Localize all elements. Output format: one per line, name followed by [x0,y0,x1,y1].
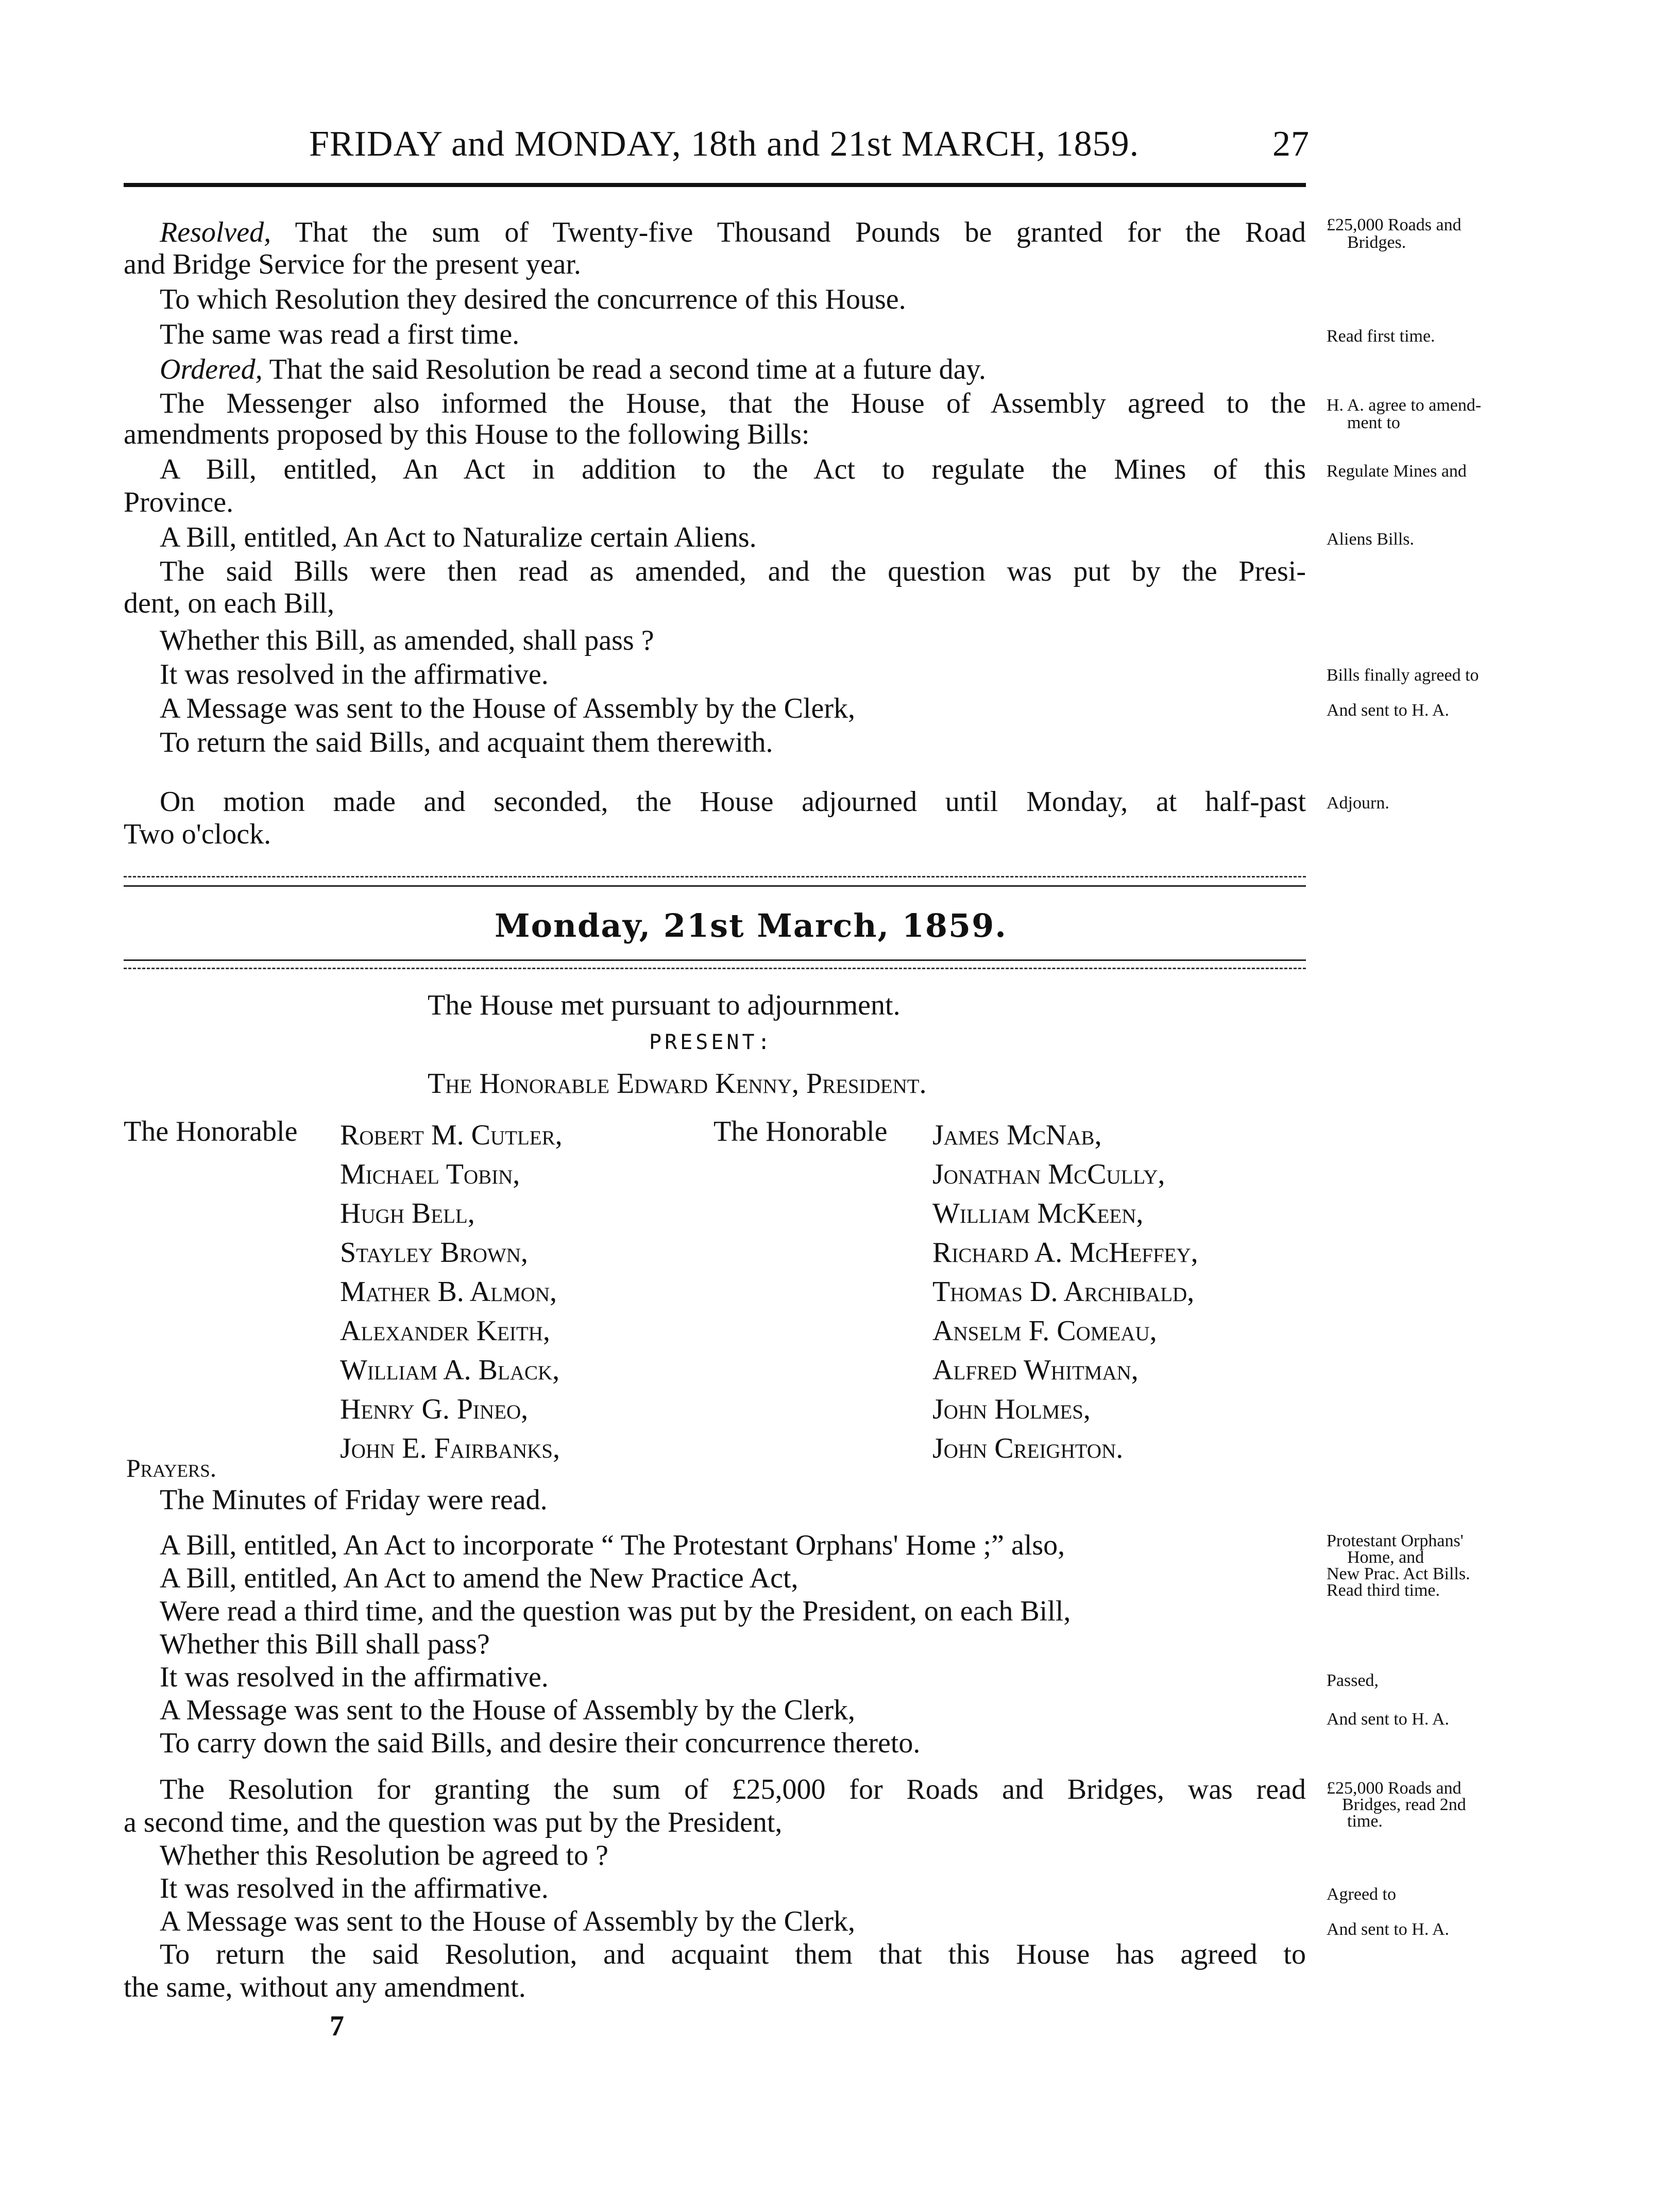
member-name: Hugh Bell, [340,1197,475,1229]
margin-note-sent-ha-2: And sent to H. A. [1327,1710,1449,1729]
member-name: Alfred Whitman, [932,1354,1139,1386]
section-divider-bottom-1 [124,959,1306,961]
margin-note-orphans [1327,1533,1470,1599]
bill-mines-line-2: Province. [124,486,234,518]
read-amended-line-1: The said Bills were then read as amended, and the question was put by the Presi- [160,555,1306,587]
member-name: Robert M. Cutler, [340,1119,563,1151]
resolved-label: Resolved, [160,216,271,248]
resolved-affirmative-line: It was resolved in the affirmative. [160,658,549,690]
page-header-title: FRIDAY and MONDAY, 18th and 21st MARCH, 1859. [309,124,1140,164]
third-reading-line: Were read a third time, and the question was put by the President, on each Bill, [160,1595,1071,1627]
adjourn-line-1: On motion made and seconded, the House adjourned until Monday, at half-past [160,786,1306,818]
note-line: ment to [1347,413,1400,432]
member-name: Mather B. Almon, [340,1276,557,1308]
members-right-column [932,1116,1198,1468]
note-line: £25,000 Roads and [1327,1779,1462,1798]
margin-note-agree-amendment [1327,397,1481,432]
member-name: Jonathan McCully, [932,1158,1165,1190]
member-name: Michael Tobin, [340,1158,520,1190]
ordered-text: That the said Resolution be read a second time at a future day. [269,353,986,385]
note-line: Home, and [1347,1548,1424,1567]
margin-note-mines: Regulate Mines and [1327,462,1467,481]
resolution-line-2: and Bridge Service for the present year. [124,248,581,280]
minutes-line: The Minutes of Friday were read. [160,1484,548,1516]
member-name: Thomas D. Archibald, [932,1276,1195,1308]
bill-orphans-line: A Bill, entitled, An Act to incorporate “ The Protestant Orphans' Home ;” also, [160,1529,1065,1561]
section-divider-top-1 [124,876,1306,877]
return-bills-line: To return the said Bills, and acquaint them therewith. [160,727,773,758]
member-name: Anselm F. Comeau, [932,1315,1157,1347]
bill-practice-line: A Bill, entitled, An Act to amend the New Practice Act, [160,1562,798,1594]
note-line: Read third time. [1327,1581,1440,1600]
note-line: £25,000 Roads and [1327,215,1462,234]
member-name: John Holmes, [932,1393,1091,1425]
honorable-label-left: The Honorable [124,1116,298,1147]
bill-mines-line-1: A Bill, entitled, An Act in addition to the Act to regulate the Mines of this [160,453,1306,485]
note-line: Bridges, read 2nd [1342,1795,1466,1814]
message-clerk-line: A Message was sent to the House of Assembly by the Clerk, [160,693,856,724]
margin-note-bills-agreed: Bills finally agreed to [1327,666,1479,685]
member-name: Richard A. McHeffey, [932,1237,1198,1269]
margin-note-passed: Passed, [1327,1671,1379,1690]
president-line: The Honorable Edward Kenny, President. [428,1068,927,1100]
first-time-line: The same was read a first time. [160,318,520,350]
return-resolution-line-1: To return the said Resolution, and acquaint them that this House has agreed to [160,1938,1306,1970]
margin-note-read-first: Read first time. [1327,327,1435,346]
margin-note-sent-ha: And sent to H. A. [1327,701,1449,720]
message-clerk-line-3: A Message was sent to the House of Assembly by the Clerk, [160,1905,856,1937]
carry-down-line: To carry down the said Bills, and desire their concurrence thereto. [160,1727,921,1759]
section-divider-top-2 [124,885,1306,887]
margin-note-aliens: Aliens Bills. [1327,530,1415,549]
member-name: John Creighton. [932,1432,1124,1464]
signature-mark: 7 [330,2010,344,2042]
resolution-second-line-2: a second time, and the question was put by the President, [124,1806,783,1838]
member-name: William A. Black, [340,1354,560,1386]
margin-note-roads [1327,216,1462,251]
messenger-line-2: amendments proposed by this House to the following Bills: [124,418,810,450]
messenger-line-1: The Messenger also informed the House, that the House of Assembly agreed to the [160,387,1306,419]
return-resolution-line-2: the same, without any amendment. [124,1971,526,2003]
present-label: PRESENT: [649,1031,773,1054]
prayers-label: Prayers. [126,1454,217,1482]
resolution-text: That the sum of Twenty-five Thousand Pounds be granted for the Road [295,216,1306,248]
question-line: Whether this Bill, as amended, shall pass ? [160,624,654,656]
note-line: Protestant Orphans' [1327,1531,1464,1550]
member-name: James McNab, [932,1119,1102,1151]
read-amended-line-2: dent, on each Bill, [124,587,335,619]
page-number: 27 [1272,124,1310,164]
note-line: Bridges. [1347,233,1406,252]
margin-note-roads-second [1327,1780,1466,1830]
concurrence-line: To which Resolution they desired the concurrence of this House. [160,283,906,315]
honorable-label-right: The Honorable [713,1116,888,1147]
question-pass-line: Whether this Bill shall pass? [160,1628,490,1660]
margin-note-agreed: Agreed to [1327,1885,1397,1904]
note-line: New Prac. Act Bills. [1327,1564,1470,1583]
member-name: William McKeen, [932,1197,1144,1229]
members-left-column [340,1116,563,1468]
monday-heading: Monday, 21st March, 1859. [495,907,1007,944]
member-name: Stayley Brown, [340,1237,528,1269]
house-met-line: The House met pursuant to adjournment. [428,989,901,1021]
header-rule [124,183,1306,187]
resolution-line-1 [160,216,1306,248]
note-line: H. A. agree to amend- [1327,396,1482,415]
margin-note-sent-ha-3: And sent to H. A. [1327,1920,1449,1939]
ordered-label: Ordered, [160,353,263,385]
message-clerk-line-2: A Message was sent to the House of Assembly by the Clerk, [160,1694,856,1726]
ordered-line [160,353,986,385]
margin-note-adjourn: Adjourn. [1327,793,1389,813]
resolved-affirmative-line-3: It was resolved in the affirmative. [160,1872,549,1904]
adjourn-line-2: Two o'clock. [124,818,271,850]
question-agreed-line: Whether this Resolution be agreed to ? [160,1839,608,1871]
resolved-affirmative-line-2: It was resolved in the affirmative. [160,1661,549,1693]
note-line: time. [1347,1812,1383,1831]
member-name: John E. Fairbanks, [340,1432,560,1464]
section-divider-bottom-2 [124,968,1306,969]
resolution-second-line-1: The Resolution for granting the sum of £25,000 for Roads and Bridges, was read [160,1774,1306,1805]
bill-aliens-line: A Bill, entitled, An Act to Naturalize certain Aliens. [160,521,757,553]
member-name: Alexander Keith, [340,1315,550,1347]
member-name: Henry G. Pineo, [340,1393,529,1425]
